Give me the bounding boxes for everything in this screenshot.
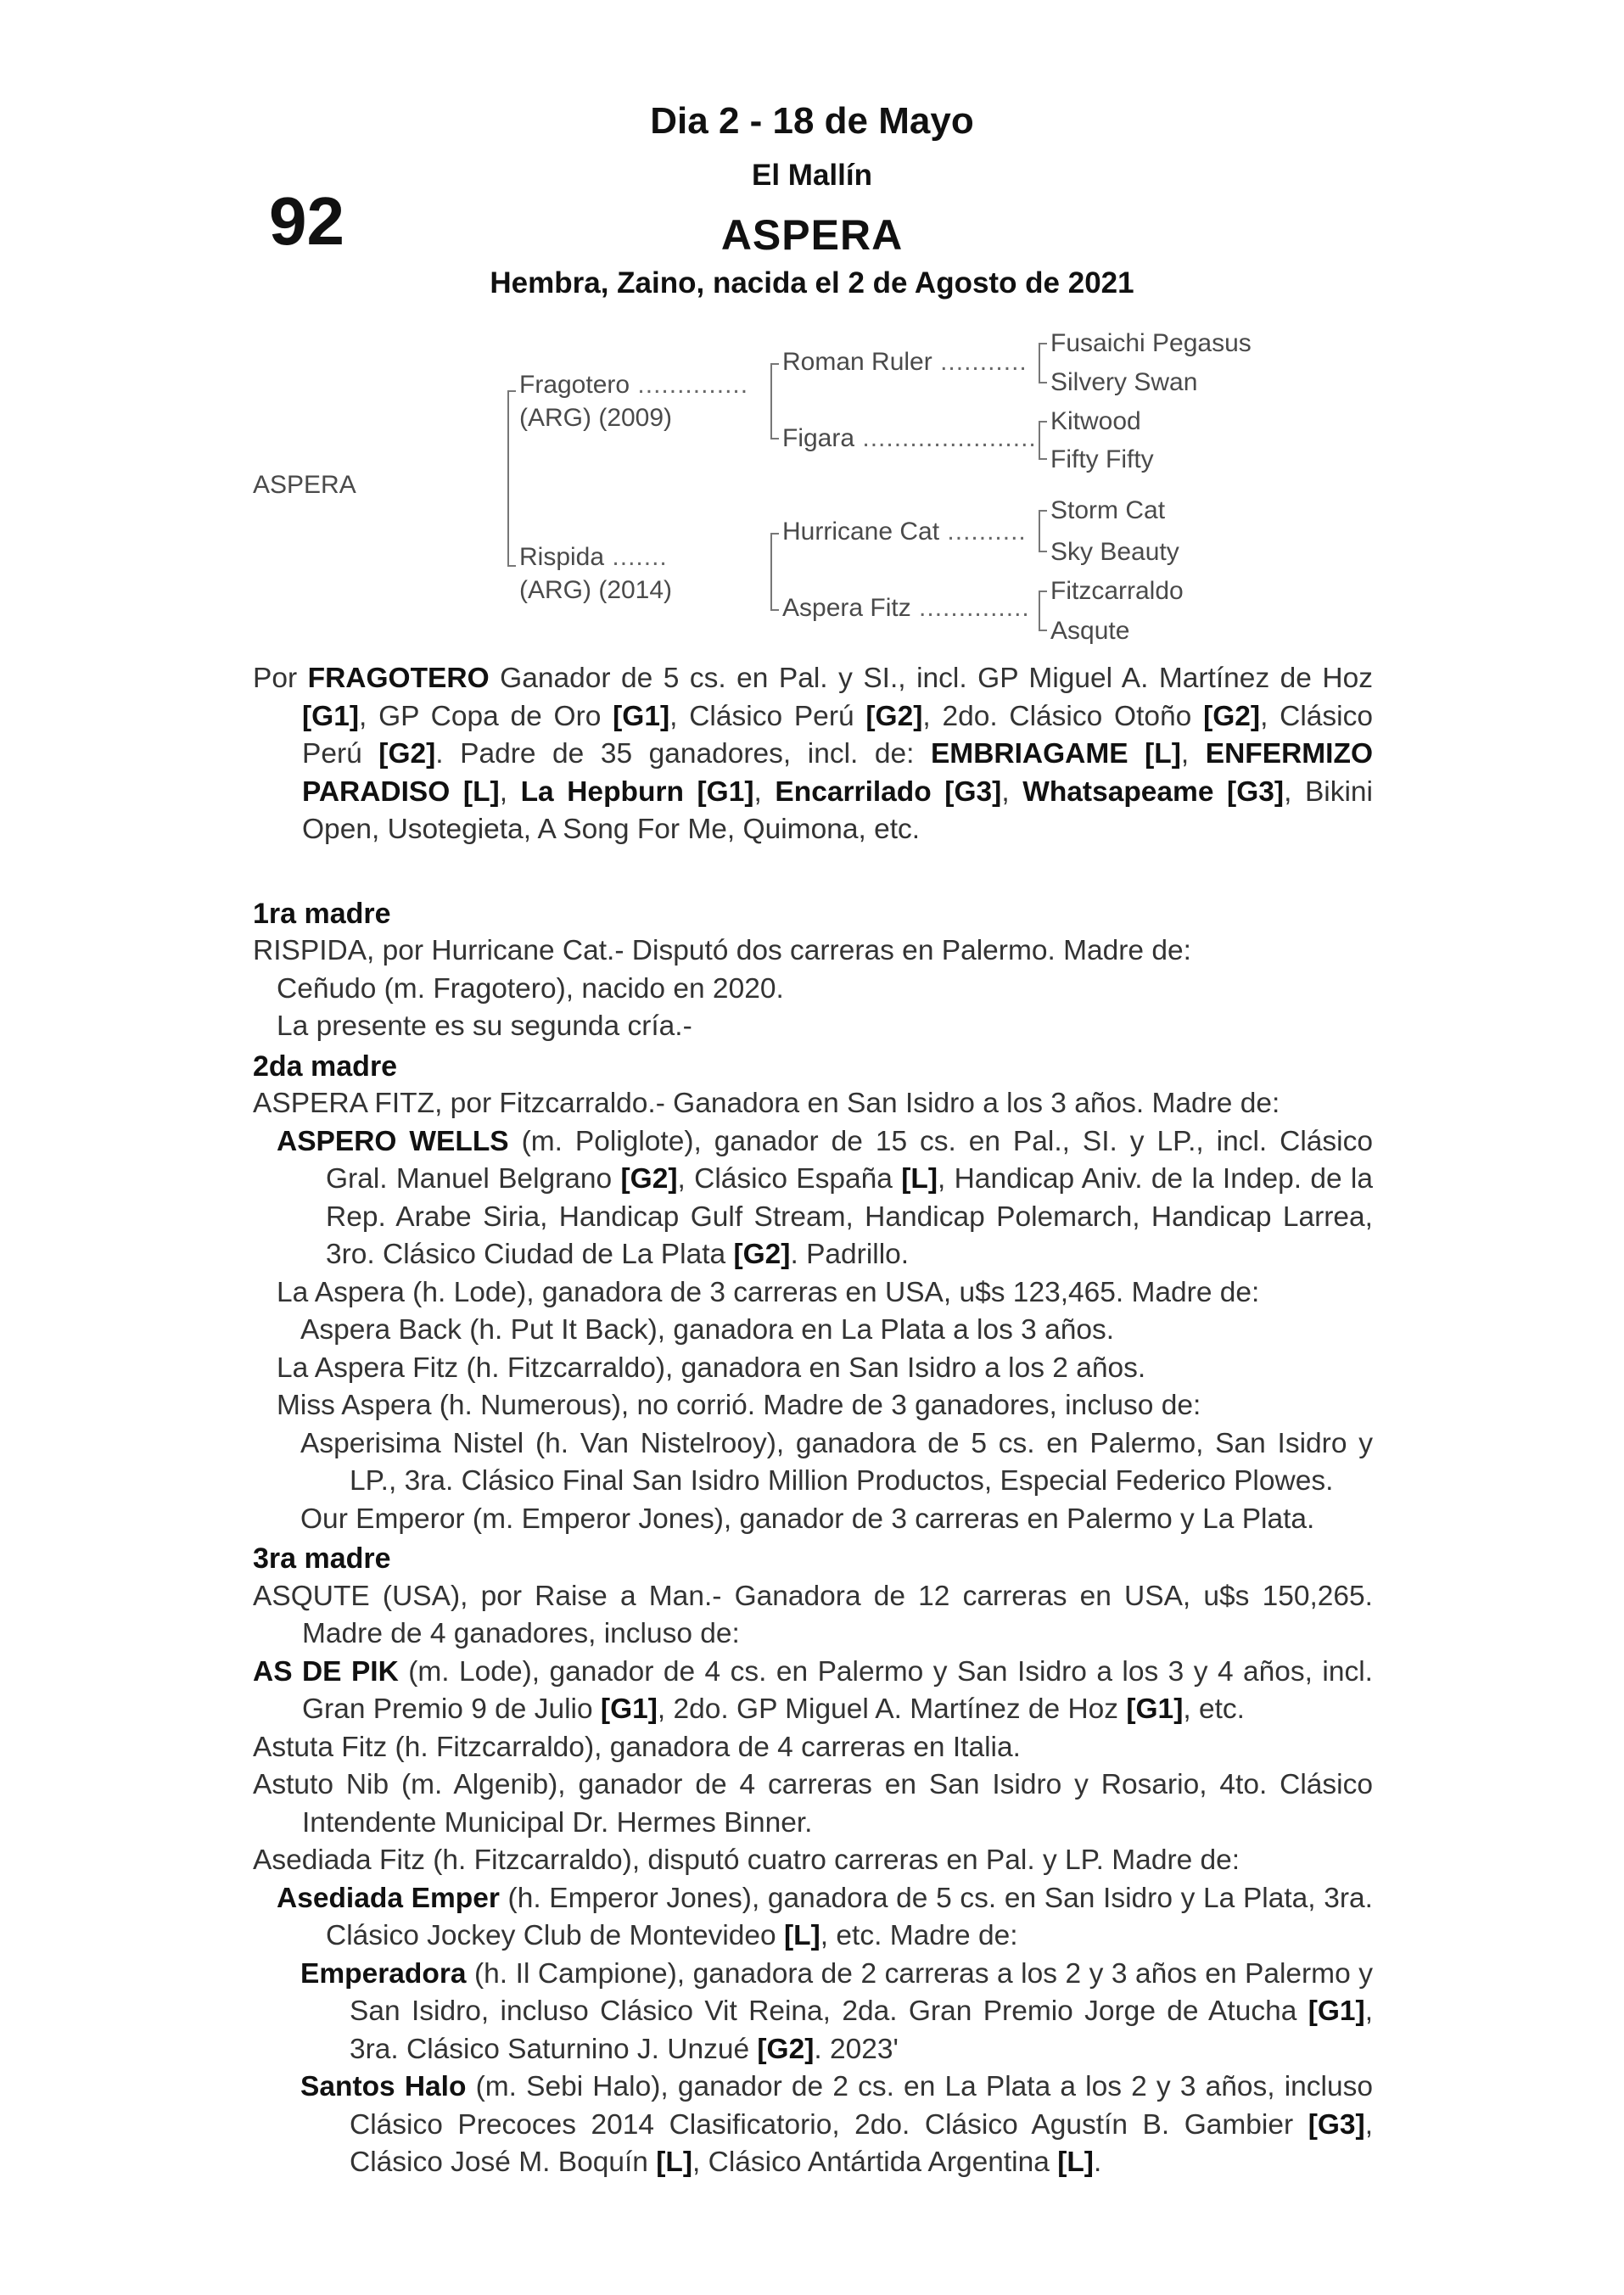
second-dam-intro: ASPERA FITZ, por Fitzcarraldo.- Ganadora en San Isidro a los 3 años. Madre de: — [253, 1088, 1280, 1119]
santos-halo-entry: Santos Halo (m. Sebi Halo), ganador de 2 cs. en La Plata a los 2 y 3 años, incluso Clásico Precoces 2014 Clasificatorio, 2do. Clásico Agustín B. Gambier [G3], Clásico José M. Boquín [L], Clásico Antártida Argentina [L]. — [300, 2071, 1373, 2178]
astuta-fitz-entry: Astuta Fitz (h. Fitzcarraldo), ganadora de 4 carreras en Italia. — [253, 1731, 1021, 1763]
pedigree-dam: Rispida ....... — [519, 543, 668, 571]
emperadora-entry: Emperadora (h. Il Campione), ganadora de 2 carreras a los 2 y 3 años en Palermo y San Isidro, incluso Clásico Vit Reina, 2da. Gran Premio Jorge de Atucha [G1], 3ra. Clásico Saturnino J. Unzué [G2]. 2023' — [300, 1957, 1373, 2065]
pedigree-gen3-5: Storm Cat — [1050, 496, 1166, 524]
dam-origin: (ARG) (2014) — [519, 576, 673, 604]
pedigree-gen3-1: Fusaichi Pegasus — [1050, 329, 1252, 357]
asperisima-nistel-entry: Asperisima Nistel (h. Van Nistelrooy), ganadora de 5 cs. en Palermo, San Isidro y LP., 3ra. Clásico Final San Isidro Million Productos, Especial Federico Plowes. — [300, 1427, 1373, 1497]
asediada-fitz-entry: Asediada Fitz (h. Fitzcarraldo), disputó cuatro carreras en Pal. y LP. Madre de: — [253, 1844, 1240, 1876]
horse-description: Hembra, Zaino, nacida el 2 de Agosto de 2021 — [490, 266, 1134, 299]
pedigree-subject: ASPERA — [253, 471, 356, 499]
horse-name: ASPERA — [720, 211, 904, 259]
pedigree-sire: Fragotero .............. — [519, 371, 749, 399]
lot-number: 92 — [269, 183, 344, 259]
pedigree-sire-dam: Figara ...................... — [782, 424, 1037, 452]
pedigree-sire-sire: Roman Ruler ........... — [782, 348, 1028, 376]
pedigree-gen3-6: Sky Beauty — [1050, 538, 1179, 566]
sire-origin: (ARG) (2009) — [519, 404, 673, 432]
catalogue-text — [253, 660, 1373, 2182]
sale-day-title: Dia 2 - 18 de Mayo — [650, 100, 974, 142]
aspera-back-entry: Aspera Back (h. Put It Back), ganadora en La Plata a los 3 años. — [300, 1314, 1115, 1346]
asediada-emper-entry: Asediada Emper (h. Emperor Jones), ganadora de 5 cs. en San Isidro y La Plata, 3ra. Clásico Jockey Club de Montevideo [L], etc. Madre de: — [277, 1882, 1373, 1951]
stud-name: El Mallín — [752, 159, 872, 192]
first-dam-intro: RISPIDA, por Hurricane Cat.- Disputó dos carreras en Palermo. Madre de: — [253, 935, 1191, 966]
sire-name: Fragotero — [519, 371, 630, 399]
astuto-nib-entry: Astuto Nib (m. Algenib), ganador de 4 carreras en San Isidro y Rosario, 4to. Clásico Intendente Municipal Dr. Hermes Binner. — [253, 1769, 1373, 1839]
as-de-pik-entry: AS DE PIK (m. Lode), ganador de 4 cs. en Palermo y San Isidro a los 3 y 4 años, incl. Gran Premio 9 de Julio [G1], 2do. GP Miguel A. Martínez de Hoz [G1], etc. — [253, 1655, 1373, 1725]
first-dam-heading: 1ra madre — [253, 897, 391, 930]
third-dam-heading: 3ra madre — [253, 1542, 391, 1575]
pedigree-gen3-2: Silvery Swan — [1050, 368, 1198, 396]
pedigree-dam-sire: Hurricane Cat .......... — [782, 518, 1027, 546]
la-aspera-fitz-entry: La Aspera Fitz (h. Fitzcarraldo), ganadora en San Isidro a los 2 años. — [277, 1352, 1146, 1384]
second-dam-heading: 2da madre — [253, 1050, 398, 1083]
first-dam-produce-1: Ceñudo (m. Fragotero), nacido en 2020. — [277, 972, 784, 1005]
pedigree-gen3-3: Kitwood — [1050, 407, 1141, 435]
pedigree-gen3-4: Fifty Fifty — [1050, 445, 1154, 473]
first-dam-produce-2: La presente es su segunda cría.- — [277, 1010, 692, 1042]
dam-name: Rispida — [519, 543, 605, 571]
our-emperor-entry: Our Emperor (m. Emperor Jones), ganador de 3 carreras en Palermo y La Plata. — [300, 1503, 1315, 1535]
pedigree-gen3-8: Asqute — [1050, 617, 1130, 645]
third-dam-intro: ASQUTE (USA), por Raise a Man.- Ganadora de 12 carreras en USA, u$s 150,265. Madre de 4 ganadores, incluso de: — [253, 1580, 1373, 1649]
pedigree-gen3-7: Fitzcarraldo — [1050, 577, 1184, 605]
miss-aspera-entry: Miss Aspera (h. Numerous), no corrió. Madre de 3 ganadores, incluso de: — [277, 1390, 1201, 1421]
aspero-wells-entry: ASPERO WELLS (m. Poliglote), ganador de 15 cs. en Pal., SI. y LP., incl. Clásico Gral. Manuel Belgrano [G2], Clásico España [L], Handicap Aniv. de la Indep. de la Rep. Arabe Siria, Handicap Gulf Stream, Handicap Polemarch, Handicap Larrea, 3ro. Clásico Ciudad de La Plata [G2]. Padrillo. — [277, 1125, 1373, 1270]
la-aspera-entry: La Aspera (h. Lode), ganadora de 3 carreras en USA, u$s 123,465. Madre de: — [277, 1276, 1260, 1308]
sire-paragraph: Por FRAGOTERO Ganador de 5 cs. en Pal. y SI., incl. GP Miguel A. Martínez de Hoz [G1], GP Copa de Oro [G1], Clásico Perú [G2], 2do. Clásico Otoño [G2], Clásico Perú [G2]. Padre de 35 ganadores, incl. de: EMBRIAGAME [L], ENFERMIZO PARADISO [L], La Hepburn [G1], Encarrilado [G3], Whatsapeame [G3], Bikini Open, Usotegieta, A Song For Me, Quimona, etc. — [253, 663, 1374, 845]
pedigree-dam-dam: Aspera Fitz .............. — [782, 594, 1030, 622]
